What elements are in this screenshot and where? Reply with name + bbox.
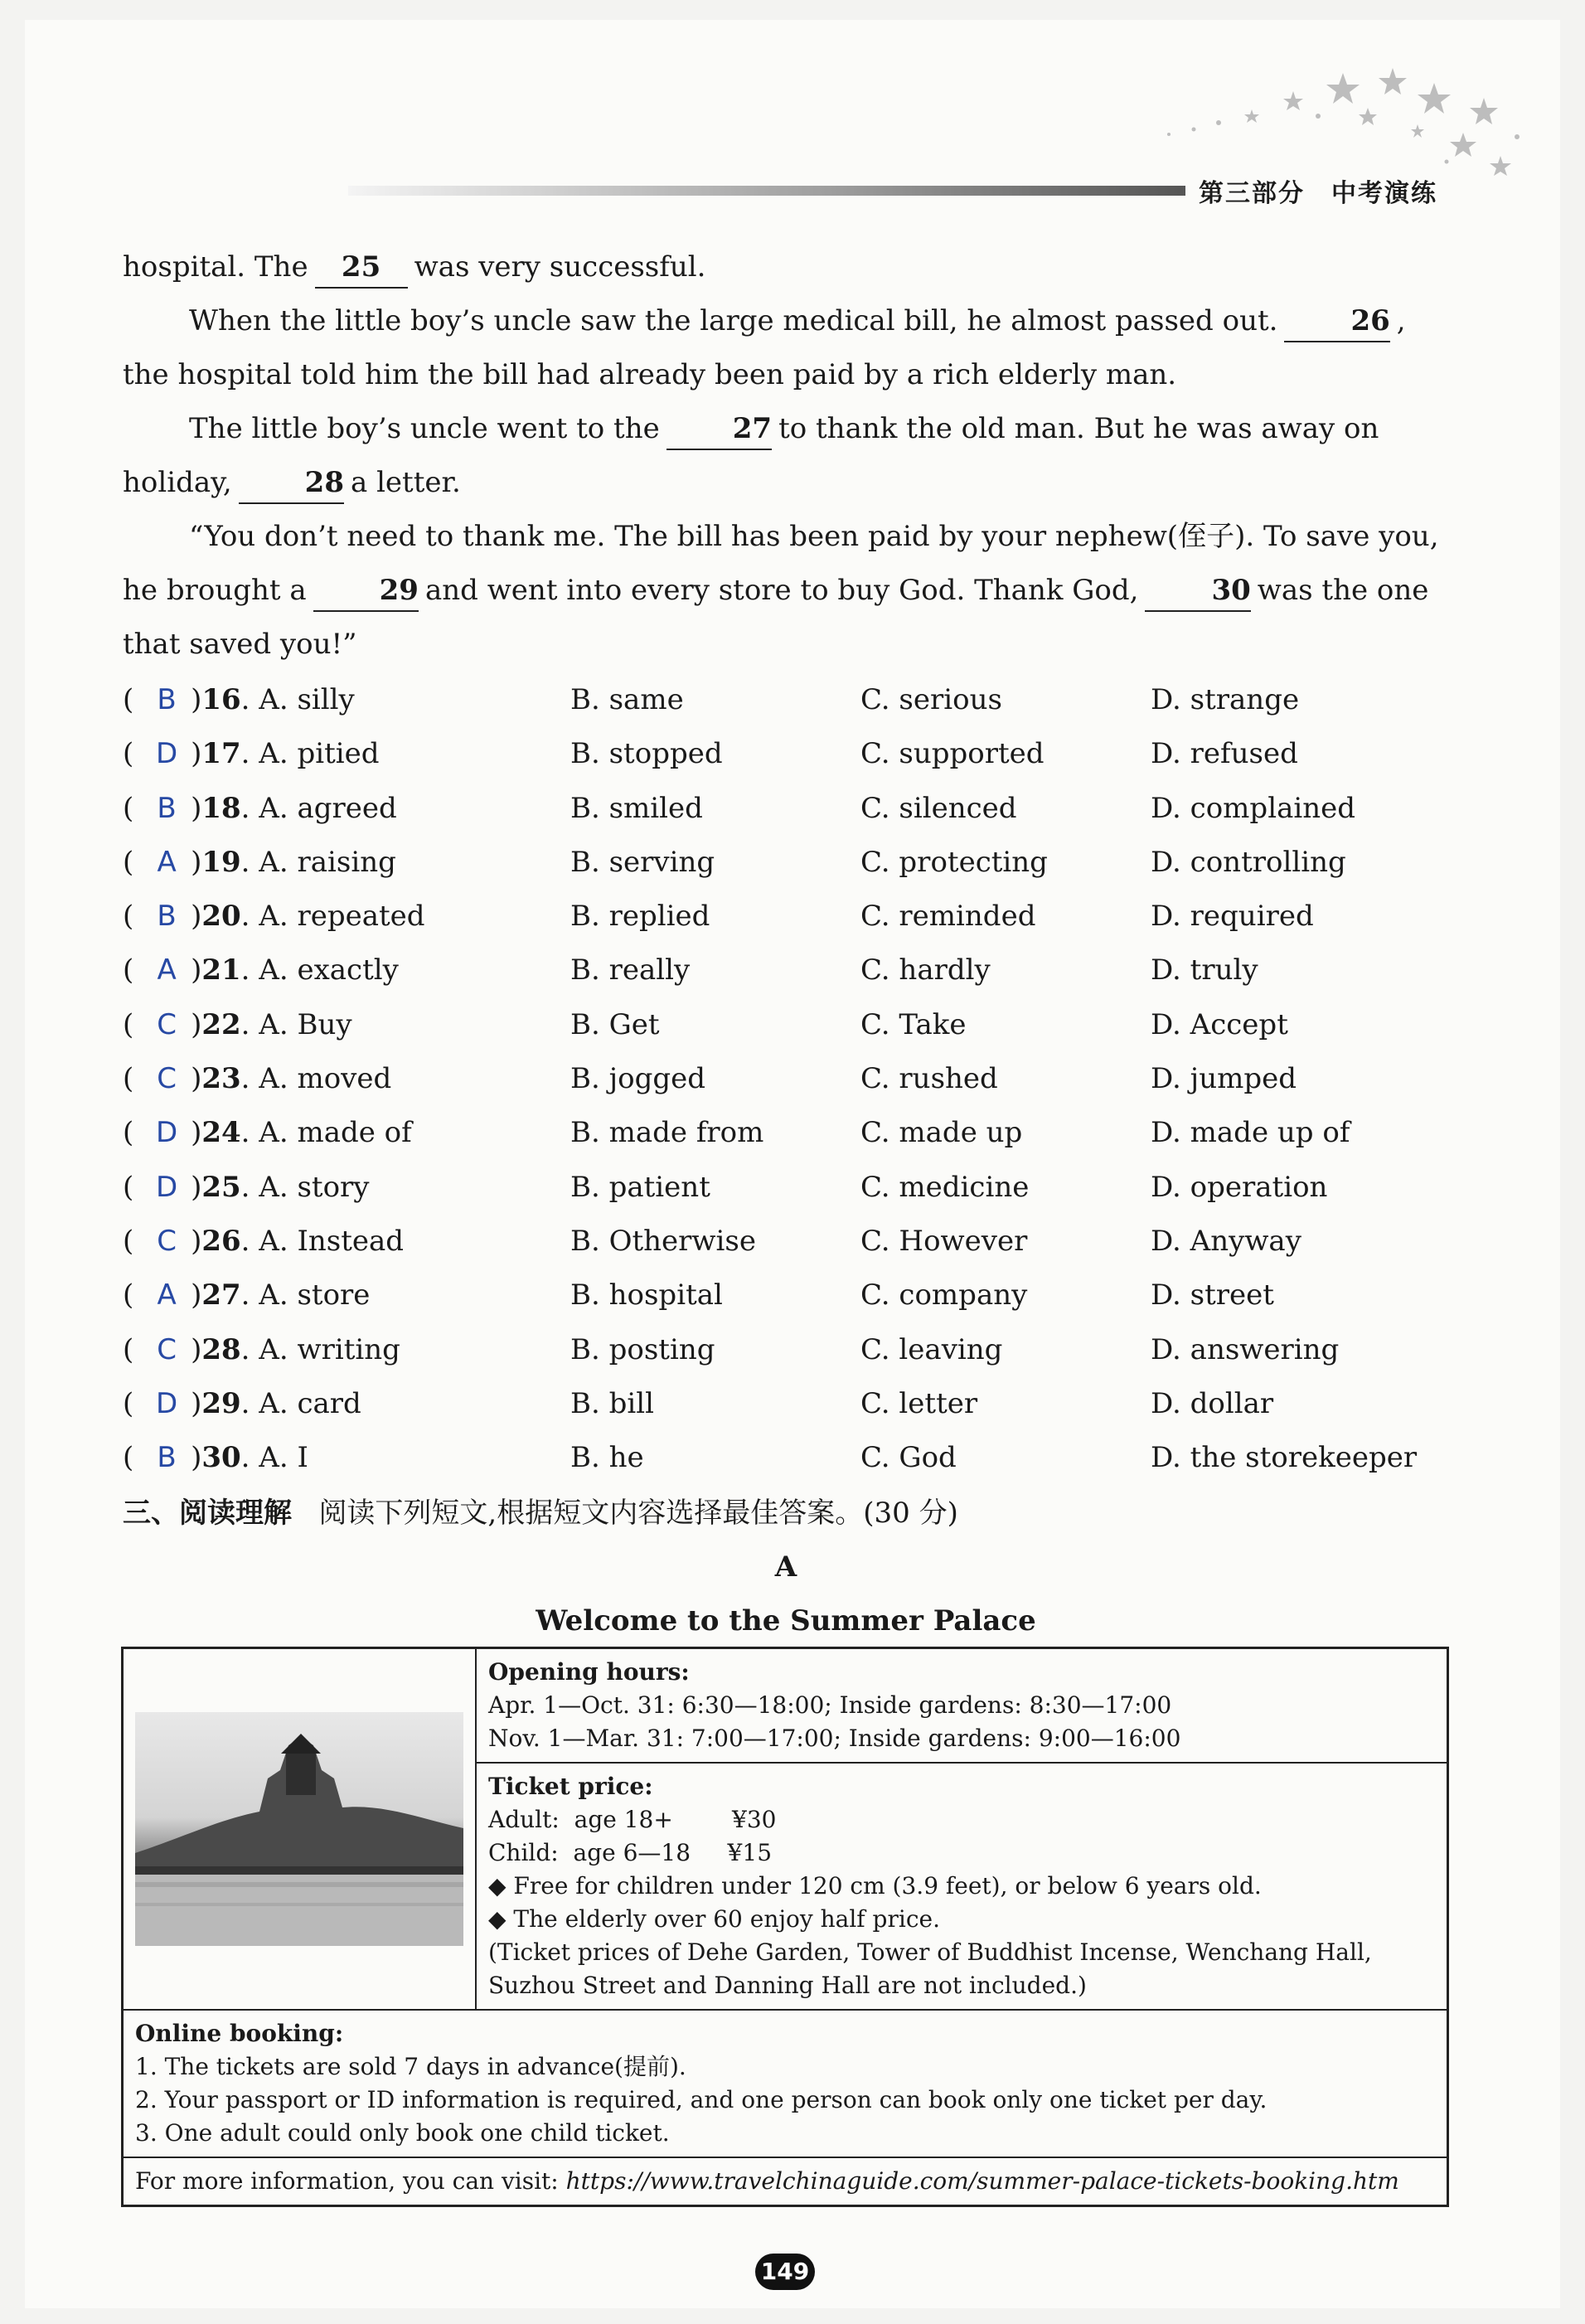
online-booking-title: Online booking:	[135, 2020, 344, 2047]
option-d: D. required	[1151, 900, 1314, 934]
ticket-price-title: Ticket price:	[488, 1773, 653, 1800]
question-number-option-a: ( B )20. A. repeated	[123, 890, 570, 944]
option-c: C. Take	[860, 1007, 967, 1041]
option-d: D. street	[1151, 1278, 1274, 1312]
option-d: D. Anyway	[1151, 1224, 1301, 1258]
question-row	[123, 1161, 1449, 1215]
section-3-heading: 三、阅读理解 阅读下列短文,根据短文内容选择最佳答案。(30 分)	[123, 1497, 958, 1531]
answer-mark: D	[155, 737, 178, 771]
palace-silhouette-icon	[135, 1712, 463, 1946]
question-number-option-a: ( A )19. A. raising	[123, 836, 570, 890]
answer-mark: C	[157, 1332, 177, 1366]
option-c: C. protecting	[860, 845, 1048, 879]
question-row	[123, 1431, 1449, 1485]
question-row	[123, 673, 1449, 727]
option-b: B. bill	[570, 1386, 654, 1420]
question-row	[123, 727, 1449, 781]
option-b: B. replied	[570, 900, 710, 934]
option-b: B. posting	[570, 1332, 715, 1366]
blank-26: 26	[1284, 301, 1389, 342]
option-d: D. complained	[1151, 791, 1355, 825]
option-d: D. Accept	[1151, 1007, 1288, 1041]
summer-palace-info-table	[121, 1647, 1449, 2207]
blank-30: 30	[1145, 570, 1250, 612]
passage-paragraph-3: The little boy’s uncle went to the 27 to thank the old man. But he was away on holiday, 28 a letter.	[123, 402, 1449, 510]
option-b: B. patient	[570, 1170, 710, 1204]
passage-paragraph-2: When the little boy’s uncle saw the large medical bill, he almost passed out. 26 , the hospital told him the bill had already been paid by a rich elderly man.	[123, 294, 1449, 402]
question-list	[123, 673, 1449, 1485]
booking-line-3: 3. One adult could only book one child ticket.	[135, 2119, 670, 2147]
option-c: C. leaving	[860, 1332, 1003, 1366]
ticket-price-cell	[476, 1763, 1448, 2010]
ticket-line-1: Adult: age 18+ ¥30	[488, 1806, 777, 1833]
answer-mark: C	[157, 1062, 177, 1096]
answer-mark: C	[157, 1224, 177, 1258]
question-number-option-a: ( A )21. A. exactly	[123, 944, 570, 997]
option-c: C. medicine	[860, 1170, 1030, 1204]
question-number-option-a: ( D )24. A. made of	[123, 1106, 570, 1160]
question-row	[123, 1052, 1449, 1106]
option-b: B. same	[570, 683, 684, 716]
answer-mark: D	[155, 1170, 178, 1204]
section-header: 第三部分 中考演练	[1199, 179, 1437, 208]
option-d: D. answering	[1151, 1332, 1340, 1366]
ticket-line-2: Child: age 6—18 ¥15	[488, 1839, 773, 1866]
option-c: C. hardly	[860, 953, 991, 987]
question-row	[123, 890, 1449, 944]
question-number-option-a: ( B )16. A. silly	[123, 673, 570, 727]
article-title: Welcome to the Summer Palace	[536, 1604, 1036, 1638]
answer-mark: A	[157, 845, 177, 879]
blank-28: 28	[239, 463, 344, 504]
option-b: B. jogged	[570, 1062, 706, 1096]
booking-line-1: 1. The tickets are sold 7 days in advance(提前).	[135, 2053, 686, 2080]
question-row	[123, 1106, 1449, 1160]
option-b: B. made from	[570, 1116, 764, 1150]
question-number-option-a: ( C )22. A. Buy	[123, 998, 570, 1052]
blank-29: 29	[313, 570, 419, 612]
opening-line-2: Nov. 1—Mar. 31: 7:00—17:00; Inside gardens: 9:00—16:00	[488, 1725, 1181, 1752]
answer-mark: D	[155, 1386, 178, 1420]
option-c: C. reminded	[860, 900, 1036, 934]
option-d: D. operation	[1151, 1170, 1328, 1204]
passage-paragraph-1: hospital. The 25 was very successful.	[123, 240, 1449, 294]
option-d: D. dollar	[1151, 1386, 1274, 1420]
question-row	[123, 944, 1449, 997]
more-info-prefix: For more information, you can visit:	[135, 2167, 566, 2195]
opening-line-1: Apr. 1—Oct. 31: 6:30—18:00; Inside gardens: 8:30—17:00	[488, 1691, 1172, 1719]
answer-mark: A	[157, 1278, 177, 1312]
option-b: B. Otherwise	[570, 1224, 756, 1258]
question-row	[123, 998, 1449, 1052]
photo-cell	[123, 1648, 477, 2011]
opening-hours-title: Opening hours:	[488, 1658, 690, 1686]
option-d: D. refused	[1151, 737, 1298, 771]
answer-mark: B	[157, 683, 177, 716]
option-b: B. hospital	[570, 1278, 723, 1312]
option-b: B. stopped	[570, 737, 723, 771]
passage-paragraph-4: “You don’t need to thank me. The bill has been paid by your nephew(侄子). To save you, he brought a 29 and went into every store to buy God. Thank God, 30 was the one that saved you!”	[123, 520, 1439, 661]
ticket-line-5: (Ticket prices of Dehe Garden, Tower of Buddhist Incense, Wenchang Hall, Suzhou Street and Danning Hall are not included.)	[488, 1938, 1372, 1999]
option-c: C. company	[860, 1278, 1028, 1312]
option-d: D. jumped	[1151, 1062, 1297, 1096]
ticket-line-4: ◆ The elderly over 60 enjoy half price.	[488, 1905, 940, 1933]
option-b: B. smiled	[570, 791, 703, 825]
question-row	[123, 836, 1449, 890]
option-c: C. serious	[860, 683, 1002, 716]
option-c: C. God	[860, 1441, 957, 1475]
answer-mark: B	[157, 1441, 177, 1475]
question-number-option-a: ( C )23. A. moved	[123, 1052, 570, 1106]
answer-mark: B	[157, 791, 177, 825]
option-d: D. the storekeeper	[1151, 1441, 1418, 1475]
answer-mark: B	[157, 900, 177, 934]
question-number-option-a: ( B )30. A. I	[123, 1431, 570, 1485]
blank-27: 27	[666, 409, 772, 450]
question-number-option-a: ( B )18. A. agreed	[123, 782, 570, 836]
more-info-cell	[123, 2157, 1448, 2206]
question-number-option-a: ( C )28. A. writing	[123, 1323, 570, 1377]
question-number-option-a: ( D )29. A. card	[123, 1377, 570, 1431]
option-d: D. truly	[1151, 953, 1258, 987]
question-row	[123, 1377, 1449, 1431]
option-c: C. rushed	[860, 1062, 998, 1096]
option-c: C. made up	[860, 1116, 1023, 1150]
summer-palace-photo	[135, 1712, 463, 1946]
option-c: C. supported	[860, 737, 1045, 771]
option-d: D. controlling	[1151, 845, 1346, 879]
header-divider	[348, 186, 1185, 196]
question-number-option-a: ( C )26. A. Instead	[123, 1215, 570, 1269]
question-number-option-a: ( A )27. A. store	[123, 1269, 570, 1322]
option-c: C. However	[860, 1224, 1028, 1258]
question-row	[123, 782, 1449, 836]
question-row	[123, 1215, 1449, 1269]
option-d: D. strange	[1151, 683, 1300, 716]
option-c: C. letter	[860, 1386, 978, 1420]
ticket-line-3: ◆ Free for children under 120 cm (3.9 feet), or below 6 years old.	[488, 1872, 1262, 1899]
opening-hours-cell	[476, 1648, 1448, 1764]
option-c: C. silenced	[860, 791, 1017, 825]
more-info-link[interactable]: https://www.travelchinaguide.com/summer-palace-tickets-booking.htm	[565, 2167, 1399, 2195]
booking-line-2: 2. Your passport or ID information is required, and one person can book only one ticket per day.	[135, 2086, 1268, 2113]
option-d: D. made up of	[1151, 1116, 1350, 1150]
option-b: B. he	[570, 1441, 644, 1475]
main-content	[123, 240, 1449, 1648]
option-b: B. really	[570, 953, 691, 987]
question-number-option-a: ( D )17. A. pitied	[123, 727, 570, 781]
option-b: B. serving	[570, 845, 715, 879]
question-row	[123, 1323, 1449, 1377]
question-number-option-a: ( D )25. A. story	[123, 1161, 570, 1215]
online-booking-cell	[123, 2010, 1448, 2157]
option-b: B. Get	[570, 1007, 660, 1041]
article-letter: A	[774, 1550, 797, 1584]
answer-mark: C	[157, 1007, 177, 1041]
answer-mark: D	[155, 1116, 178, 1150]
answer-mark: A	[157, 953, 177, 987]
blank-25: 25	[315, 247, 408, 289]
question-row	[123, 1269, 1449, 1322]
page-number: 149	[755, 2254, 815, 2290]
